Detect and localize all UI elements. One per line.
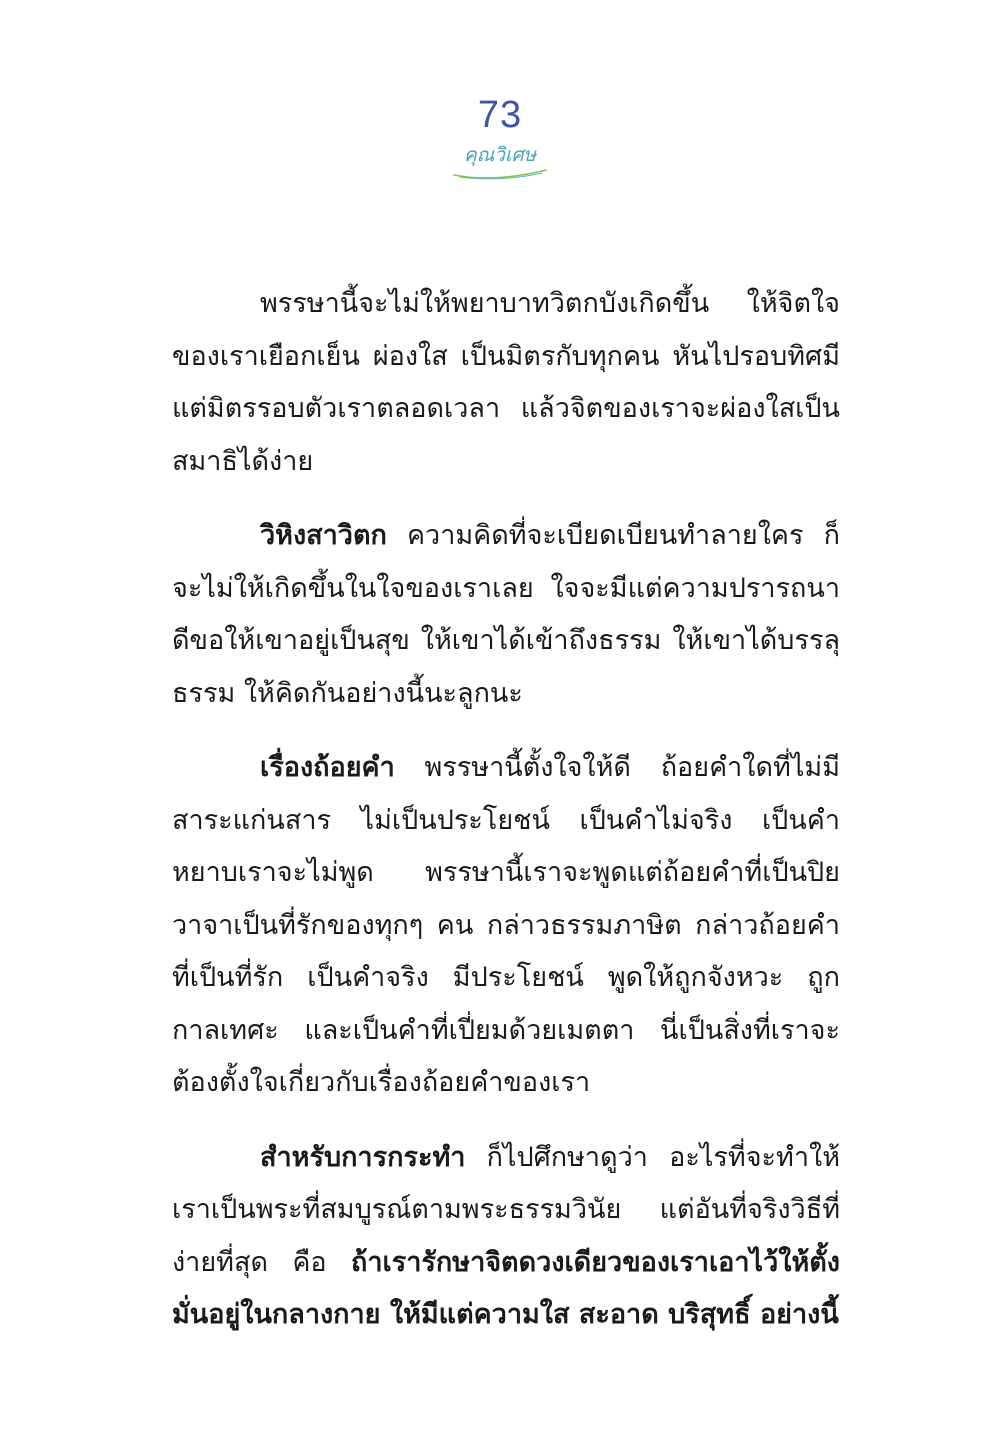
paragraph-4 <box>172 1132 840 1342</box>
paragraph-3 <box>172 742 840 1110</box>
paragraph-lead: เรื่องถ้อยคำ <box>260 752 395 783</box>
section-label: คุณวิเศษ <box>463 144 537 166</box>
paragraph-emphasis: ถ้าเรารักษาจิตดวงเดียวของเราเอาไว้ให้ตั้งมั่นอยู่ในกลางกาย ให้มีแต่ความใส สะอาด บริสุทธิ์ อย่างนี้ <box>172 1246 840 1330</box>
paragraph-2 <box>172 510 840 720</box>
page-number: 73 <box>477 94 523 136</box>
paragraph-text: พรรษานี้ตั้งใจให้ดี ถ้อยคำใดที่ไม่มีสาระแก่นสาร ไม่เป็นประโยชน์ เป็นคำไม่จริง เป็นคำหยาบเราจะไม่พูด พรรษานี้เราจะพูดแต่ถ้อยคำที่เป็นปิยวาจาเป็นที่รักของทุกๆ คน กล่าวธรรมภาษิต กล่าวถ้อยคำที่เป็นที่รัก เป็นคำจริง มีประโยชน์ พูดให้ถูกจังหวะ ถูกกาลเทศะ และเป็นคำที่เปี่ยมด้วยเมตตา นี่เป็นสิ่งที่เราจะต้องตั้งใจเกี่ยวกับเรื่องถ้อยคำของเรา <box>172 752 840 1098</box>
body-text <box>172 278 840 1364</box>
paragraph-lead: วิหิงสาวิตก <box>260 520 387 551</box>
paragraph-1 <box>172 278 840 488</box>
paragraph-text: ก็ไปศึกษาดูว่า อะไรที่จะทำให้เราเป็นพระที่สมบูรณ์ตามพระธรรมวินัย แต่อันที่จริงวิธีที่ง่ายที่สุด คือ <box>172 1141 840 1278</box>
paragraph-lead: สำหรับการกระทำ <box>260 1141 466 1173</box>
paragraph-text: พรรษานี้จะไม่ให้พยาบาทวิตกบังเกิดขึ้น ให้จิตใจของเราเยือกเย็น ผ่องใส เป็นมิตรกับทุกคน หันไปรอบทิศมีแต่มิตรรอบตัวเราตลอดเวลา แล้วจิตของเราจะผ่องใสเป็นสมาธิได้ง่าย <box>172 288 840 477</box>
paragraph-text: ความคิดที่จะเบียดเบียนทำลายใคร ก็จะไม่ให้เกิดขึ้นในใจของเราเลย ใจจะมีแต่ความปรารถนาดีขอให้เขาอยู่เป็นสุข ให้เขาได้เข้าถึงธรรม ให้เขาได้บรรลุธรรม ให้คิดกันอย่างนี้นะลูกนะ <box>172 520 840 709</box>
swoosh-ornament-icon <box>450 166 550 180</box>
page-header <box>0 92 1000 180</box>
